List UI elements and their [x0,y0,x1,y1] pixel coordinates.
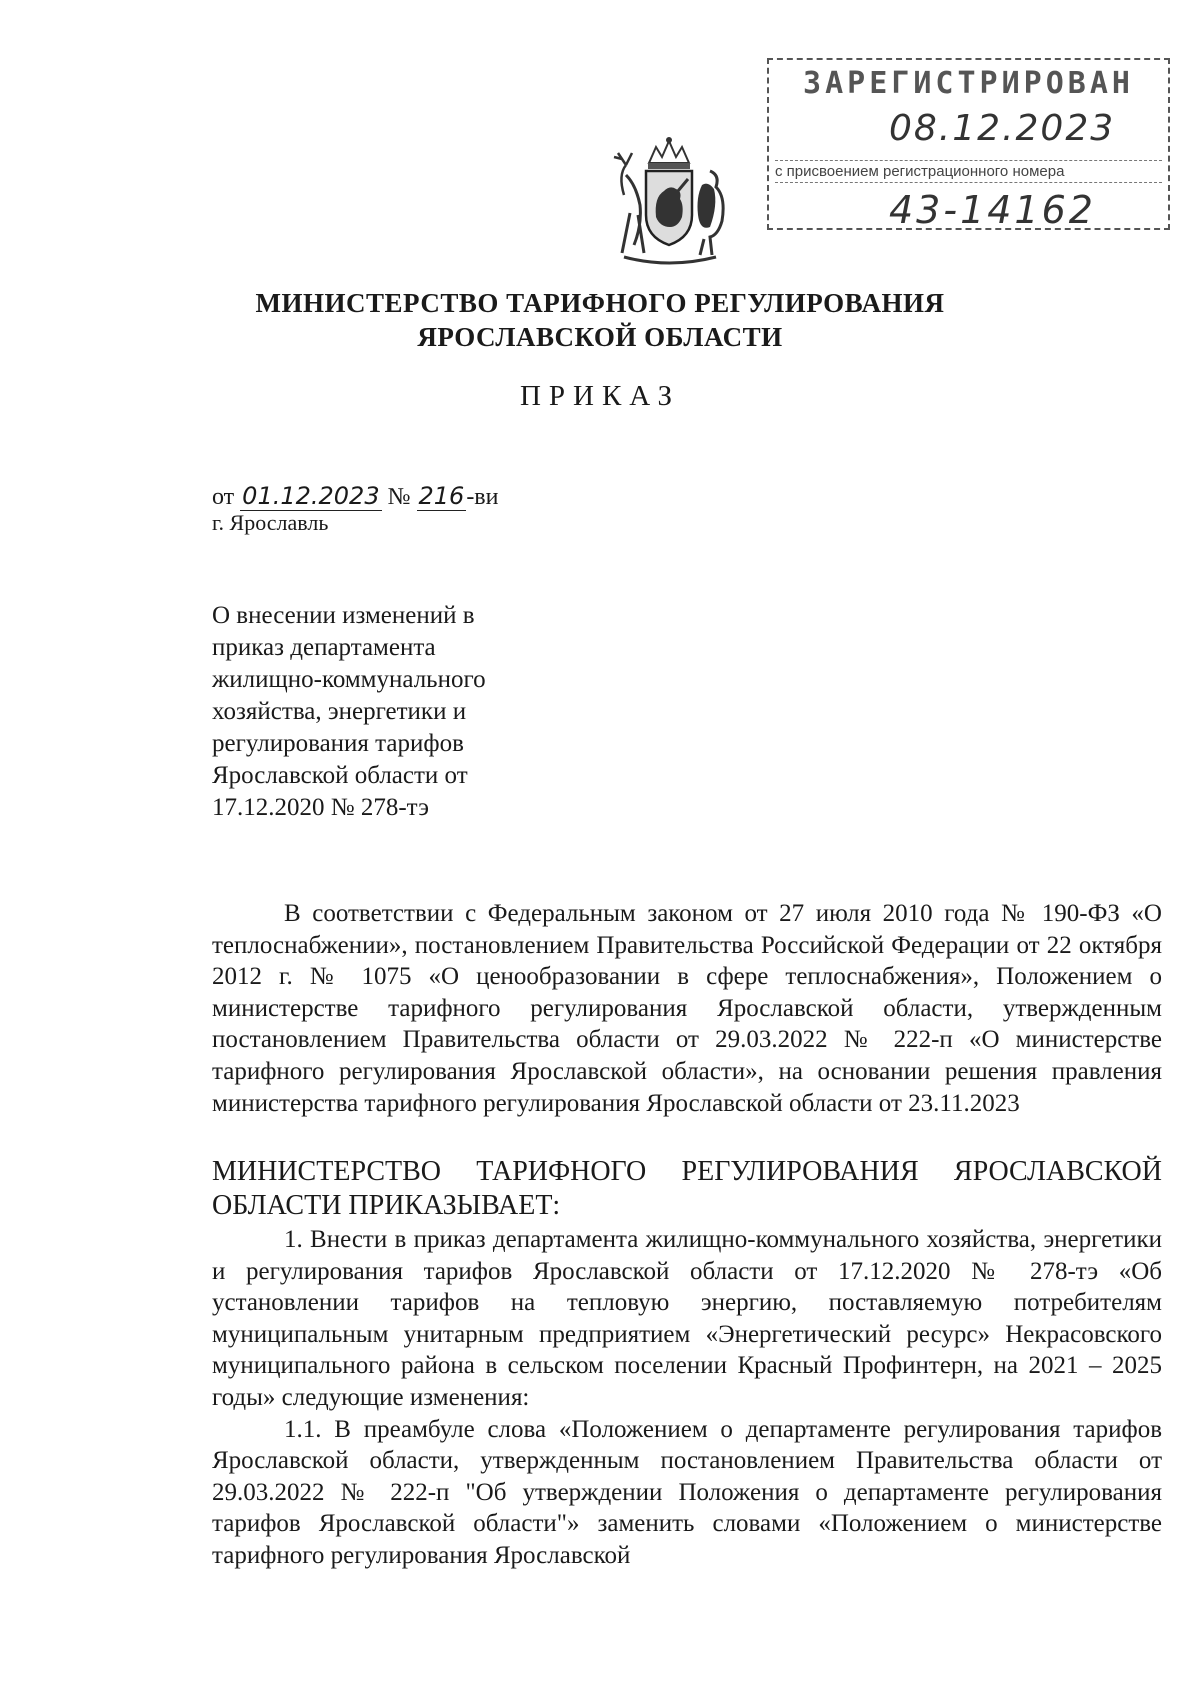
body-preamble-block [212,898,1162,1119]
ministry-orders-line: МИНИСТЕРСТВО ТАРИФНОГО РЕГУЛИРОВАНИЯ ЯРОСЛАВСКОЙ ОБЛАСТИ ПРИКАЗЫВАЕТ: [212,1156,1162,1221]
stamp-title: ЗАРЕГИСТРИРОВАН [803,66,1134,101]
stamp-date: 08.12.2023 [889,108,1116,149]
order-date: 01.12.2023 [242,482,380,510]
body-items-block [212,1224,1162,1572]
order-number-suffix: -ви [466,484,499,510]
org-name-line-2: ЯРОСЛАВСКОЙ ОБЛАСТИ [417,322,783,352]
stamp-caption: с присвоением регистрационного номера [775,160,1162,183]
order-number: 216 [418,482,465,510]
order-number-sign: № [387,484,411,510]
item-1-1-paragraph: 1.1. В преамбуле слова «Положением о департаменте регулирования тарифов Ярославской области, утвержденным постановлением Правительства области от 29.03.2022 № 222-п "Об утверждении Положения о департаменте регулирования тарифов Ярославской области"» заменить словами «Положением о министерстве тарифного регулирования Ярославской [212,1415,1162,1569]
org-name-line-1: МИНИСТЕРСТВО ТАРИФНОГО РЕГУЛИРОВАНИЯ [255,288,945,318]
order-date-line [212,482,498,511]
registration-stamp [767,58,1170,230]
preamble-paragraph: В соответствии с Федеральным законом от 27 июля 2010 года № 190-ФЗ «О теплоснабжении», постановлением Правительства Российской Федерации от 22 октября 2012 г. № 1075 «О ценообразовании в сфере теплоснабжения», Положением о министерстве тарифного регулирования Ярославской области, утвержденным постановлением Правительства области от 29.03.2022 № 222-п «О министерстве тарифного регулирования Ярославской области», на основании решения правления министерства тарифного регулирования Ярославской области от 23.11.2023 [212,900,1162,1117]
stamp-registration-number: 43-14162 [889,188,1096,232]
item-1-paragraph: 1. Внести в приказ департамента жилищно-коммунального хозяйства, энергетики и регулирования тарифов Ярославской области от 17.12.2020 № 278-тэ «Об установлении тарифов на тепловую энергию, поставляемую потребителям муниципальным унитарным предприятием «Энергетический ресурс» Некрасовского муниципального района в сельском поселении Красный Профинтерн, на 2021 – 2025 годы» следующие изменения: [212,1226,1162,1411]
order-subject: О внесении изменений в приказ департамента жилищно-коммунального хозяйства, энергетики и регулирования тарифов Ярославской области от 17.12.2020 № 278-тэ [212,602,486,821]
order-city: г. Ярославль [212,510,329,535]
document-type-title: ПРИКАЗ [519,380,681,412]
coat-of-arms-icon [604,135,734,270]
order-from-label: от [212,484,235,510]
